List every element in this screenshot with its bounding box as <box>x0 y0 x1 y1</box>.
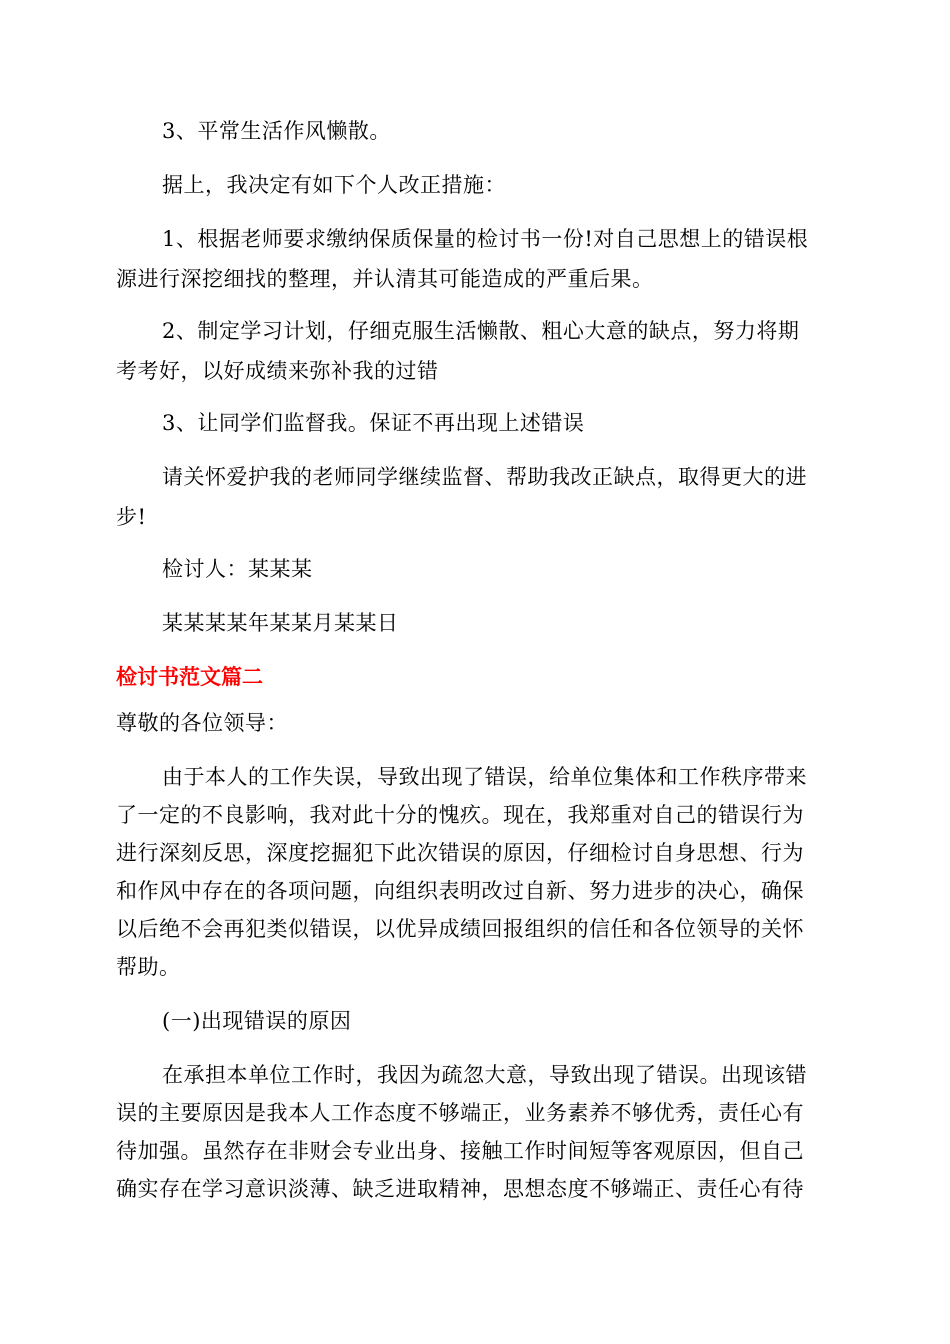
paragraph-continuation: 了一定的不良影响，我对此十分的愧疚。现在，我郑重对自己的错误行为 <box>116 803 804 827</box>
paragraph-continuation: 和作风中存在的各项问题，向组织表明改过自新、努力进步的决心，确保 <box>116 879 804 903</box>
paragraph: 据上，我决定有如下个人改正措施： <box>162 173 506 197</box>
paragraph-continuation: 以后绝不会再犯类似错误，以优异成绩回报组织的信任和各位领导的关怀 <box>116 917 804 941</box>
salutation: 尊敬的各位领导： <box>116 711 288 735</box>
paragraph: 由于本人的工作失误，导致出现了错误，给单位集体和工作秩序带来 <box>162 765 807 789</box>
section-heading: 检讨书范文篇二 <box>116 665 263 689</box>
list-item-continuation: 考考好，以好成绩来弥补我的过错 <box>116 359 439 383</box>
paragraph-continuation: 步! <box>116 505 147 529</box>
list-item-continuation: 源进行深挖细找的整理，并认清其可能造成的严重后果。 <box>116 267 654 291</box>
list-item: 2、制定学习计划，仔细克服生活懒散、粗心大意的缺点，努力将期 <box>162 319 800 343</box>
list-item: 1、根据老师要求缴纳保质保量的检讨书一份!对自己思想上的错误根 <box>162 227 809 251</box>
paragraph-continuation: 误的主要原因是我本人工作态度不够端正，业务素养不够优秀，责任心有 <box>116 1101 804 1125</box>
paragraph: 请关怀爱护我的老师同学继续监督、帮助我改正缺点，取得更大的进 <box>162 465 807 489</box>
paragraph-continuation: 帮助。 <box>116 955 181 979</box>
paragraph-continuation: 待加强。虽然存在非财会专业出身、接触工作时间短等客观原因，但自己 <box>116 1139 804 1163</box>
subheading: (一)出现错误的原因 <box>162 1009 352 1033</box>
signature-line: 检讨人：某某某 <box>162 557 313 581</box>
paragraph-continuation: 确实存在学习意识淡薄、缺乏进取精神，思想态度不够端正、责任心有待 <box>116 1177 804 1201</box>
date-line: 某某某某年某某月某某日 <box>162 611 399 635</box>
list-item: 3、让同学们监督我。保证不再出现上述错误 <box>162 411 585 435</box>
paragraph-continuation: 进行深刻反思，深度挖掘犯下此次错误的原因，仔细检讨自身思想、行为 <box>116 841 804 865</box>
paragraph: 在承担本单位工作时，我因为疏忽大意，导致出现了错误。出现该错 <box>162 1063 807 1087</box>
list-item: 3、平常生活作风懒散。 <box>162 119 391 143</box>
